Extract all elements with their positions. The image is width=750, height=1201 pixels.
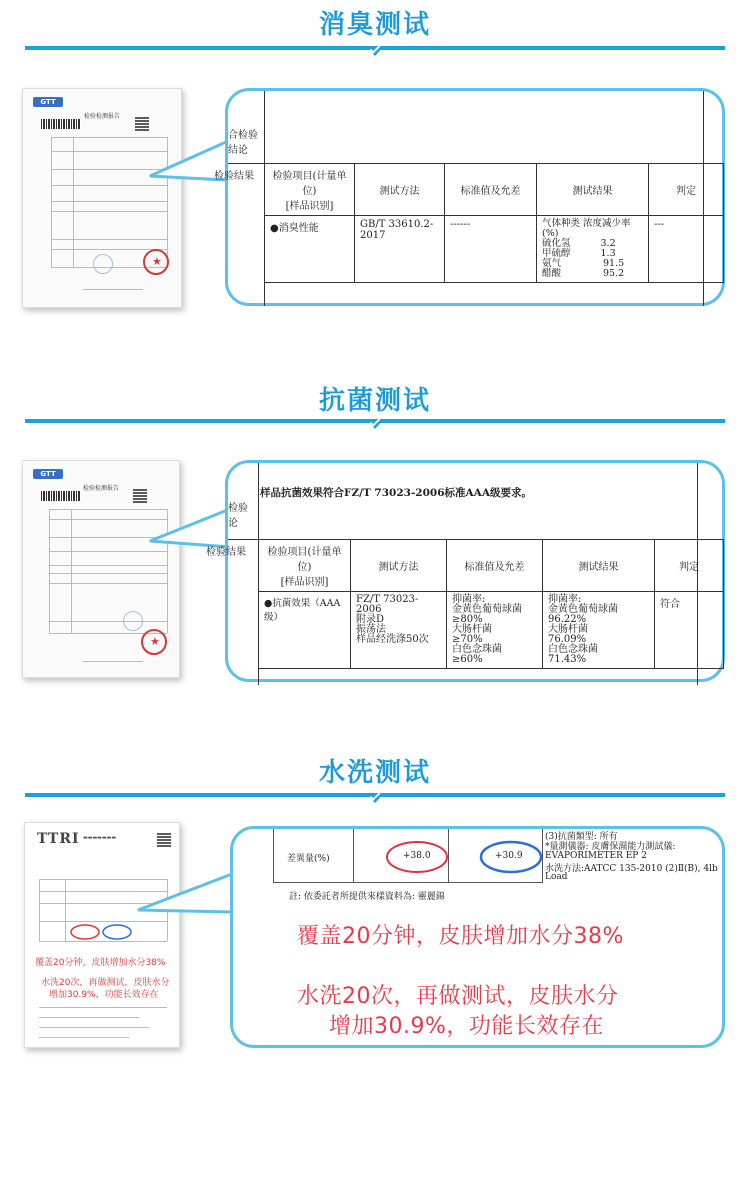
header-verdict: 判定 xyxy=(649,164,724,216)
blue-seal-stamp xyxy=(123,611,143,631)
gtt-logo: GTT xyxy=(33,469,63,479)
header-item: 检验项目(计量单位) [样品识别] xyxy=(265,164,355,216)
thumb-title: 检验检测报告 xyxy=(83,113,120,120)
value-before-wash: +38.0 xyxy=(403,851,431,861)
header-item: 检验项目(计量单位) [样品识别] xyxy=(259,540,351,592)
thumb-note-1: 覆盖20分钟，皮肤增加水分38% xyxy=(35,958,166,968)
antibacterial-callout xyxy=(206,460,725,682)
standard-cell: 抑菌率: 金黄色葡萄球菌 ≥80% 大肠杆菌 ≥70% 白色念珠菌 ≥60% xyxy=(447,592,543,669)
diff-row-label: 差異量(%) xyxy=(287,854,330,864)
qr-code-icon xyxy=(157,833,171,847)
result-row-label: 检验结果 xyxy=(206,547,246,558)
report-thumbnail: TTRI ▬▬▬▬▬▬▬ 覆盖20分钟，皮肤增加水分38% 水洗20次，再做测试，皮肤水分 增加30.9%，功能长效存在 xyxy=(24,822,180,1048)
header-standard: 标准值及允差 xyxy=(447,540,543,592)
thumb-note-2: 水洗20次，再做测试，皮肤水分 xyxy=(41,978,170,988)
qr-code-icon xyxy=(135,117,149,131)
barcode-icon xyxy=(41,491,81,501)
result-line: 醋酸 95.2 xyxy=(542,268,625,279)
conclusion-label: 合检验 结论 xyxy=(228,130,258,156)
deodor-table xyxy=(264,163,724,283)
item-cell: ●消臭性能 xyxy=(265,216,355,283)
table-header-row xyxy=(265,164,724,216)
wash-load: Load xyxy=(545,872,568,882)
result-line: 硫化氢 3.2 xyxy=(542,238,616,249)
result-cell xyxy=(537,216,649,283)
claim-line-2: 水洗20次，再做测试，皮肤水分 xyxy=(297,984,619,1009)
wash-method: 水洗方法:AATCC 135-2010 (2)Ⅱ(B), 4lb xyxy=(545,864,718,874)
instrument-model: EVAPORIMETER EP 2 xyxy=(545,851,647,861)
header-result: 测试结果 xyxy=(537,164,649,216)
claim-line-1: 覆盖20分钟，皮肤增加水分38% xyxy=(297,924,624,949)
instrument-note: *量測儀器: 皮膚保濕能力測試儀: xyxy=(545,842,676,852)
antibacterial-table xyxy=(258,539,724,669)
table-row xyxy=(259,592,724,669)
header-verdict: 判定 xyxy=(655,540,724,592)
header-method: 测试方法 xyxy=(351,540,447,592)
deodor-callout xyxy=(214,88,725,306)
footnote: 註: 依委託者所提供來樣資料為: 靈麗錦 xyxy=(289,892,445,902)
report-thumbnail xyxy=(22,460,180,678)
standard-cell: ------ xyxy=(445,216,537,283)
verdict-cell: 符合 xyxy=(655,592,724,669)
callout-pointer xyxy=(130,130,240,200)
verdict-cell: --- xyxy=(649,216,724,283)
wash-callout xyxy=(230,826,725,1048)
table-row xyxy=(265,216,724,283)
result-cell: 抑菌率: 金黄色葡萄球菌 96.22% 大肠杆菌 76.09% 白色念珠菌 71.43% xyxy=(543,592,655,669)
ttri-logo: TTRI xyxy=(37,831,80,847)
method-cell: FZ/T 73023-2006 附录D 振荡法 样品经洗涤50次 xyxy=(351,592,447,669)
header-method: 测试方法 xyxy=(355,164,445,216)
note-top: (3)抗菌類型: 所有 xyxy=(545,832,618,842)
section-title-deodor: 消臭测试 xyxy=(318,10,431,40)
table-header-row xyxy=(259,540,724,592)
result-header: 气体种类 浓度减少率(%) xyxy=(542,218,631,239)
callout-pointer xyxy=(120,866,240,926)
claim-line-3: 增加30.9%，功能长效存在 xyxy=(329,1014,604,1039)
section-title-antibacterial: 抗菌测试 xyxy=(318,386,431,416)
thumb-title: 检验检测报告 xyxy=(82,485,119,492)
value-after-wash: +30.9 xyxy=(495,851,523,861)
method-cell: GB/T 33610.2-2017 xyxy=(355,216,445,283)
conclusion-text: 样品抗菌效果符合FZ/T 73023-2006标准AAA级要求。 xyxy=(260,487,532,499)
red-seal-stamp: ★ xyxy=(141,629,167,655)
thumb-note-3: 增加30.9%，功能长效存在 xyxy=(49,990,159,1000)
result-row-label: 检验结果 xyxy=(214,171,254,182)
red-seal-stamp: ★ xyxy=(143,249,169,275)
conclusion-label: 检验 论 xyxy=(228,503,248,529)
gtt-logo: GTT xyxy=(33,97,63,107)
result-line: 氨气 91.5 xyxy=(542,258,625,269)
section-title-wash: 水洗测试 xyxy=(318,758,431,788)
header-standard: 标准值及允差 xyxy=(445,164,537,216)
header-result: 测试结果 xyxy=(543,540,655,592)
blue-seal-stamp xyxy=(93,254,113,274)
item-cell: ●抗菌效果（AAA级） xyxy=(259,592,351,669)
barcode-icon xyxy=(41,119,81,129)
result-line: 甲硫醇 1.3 xyxy=(542,248,616,259)
